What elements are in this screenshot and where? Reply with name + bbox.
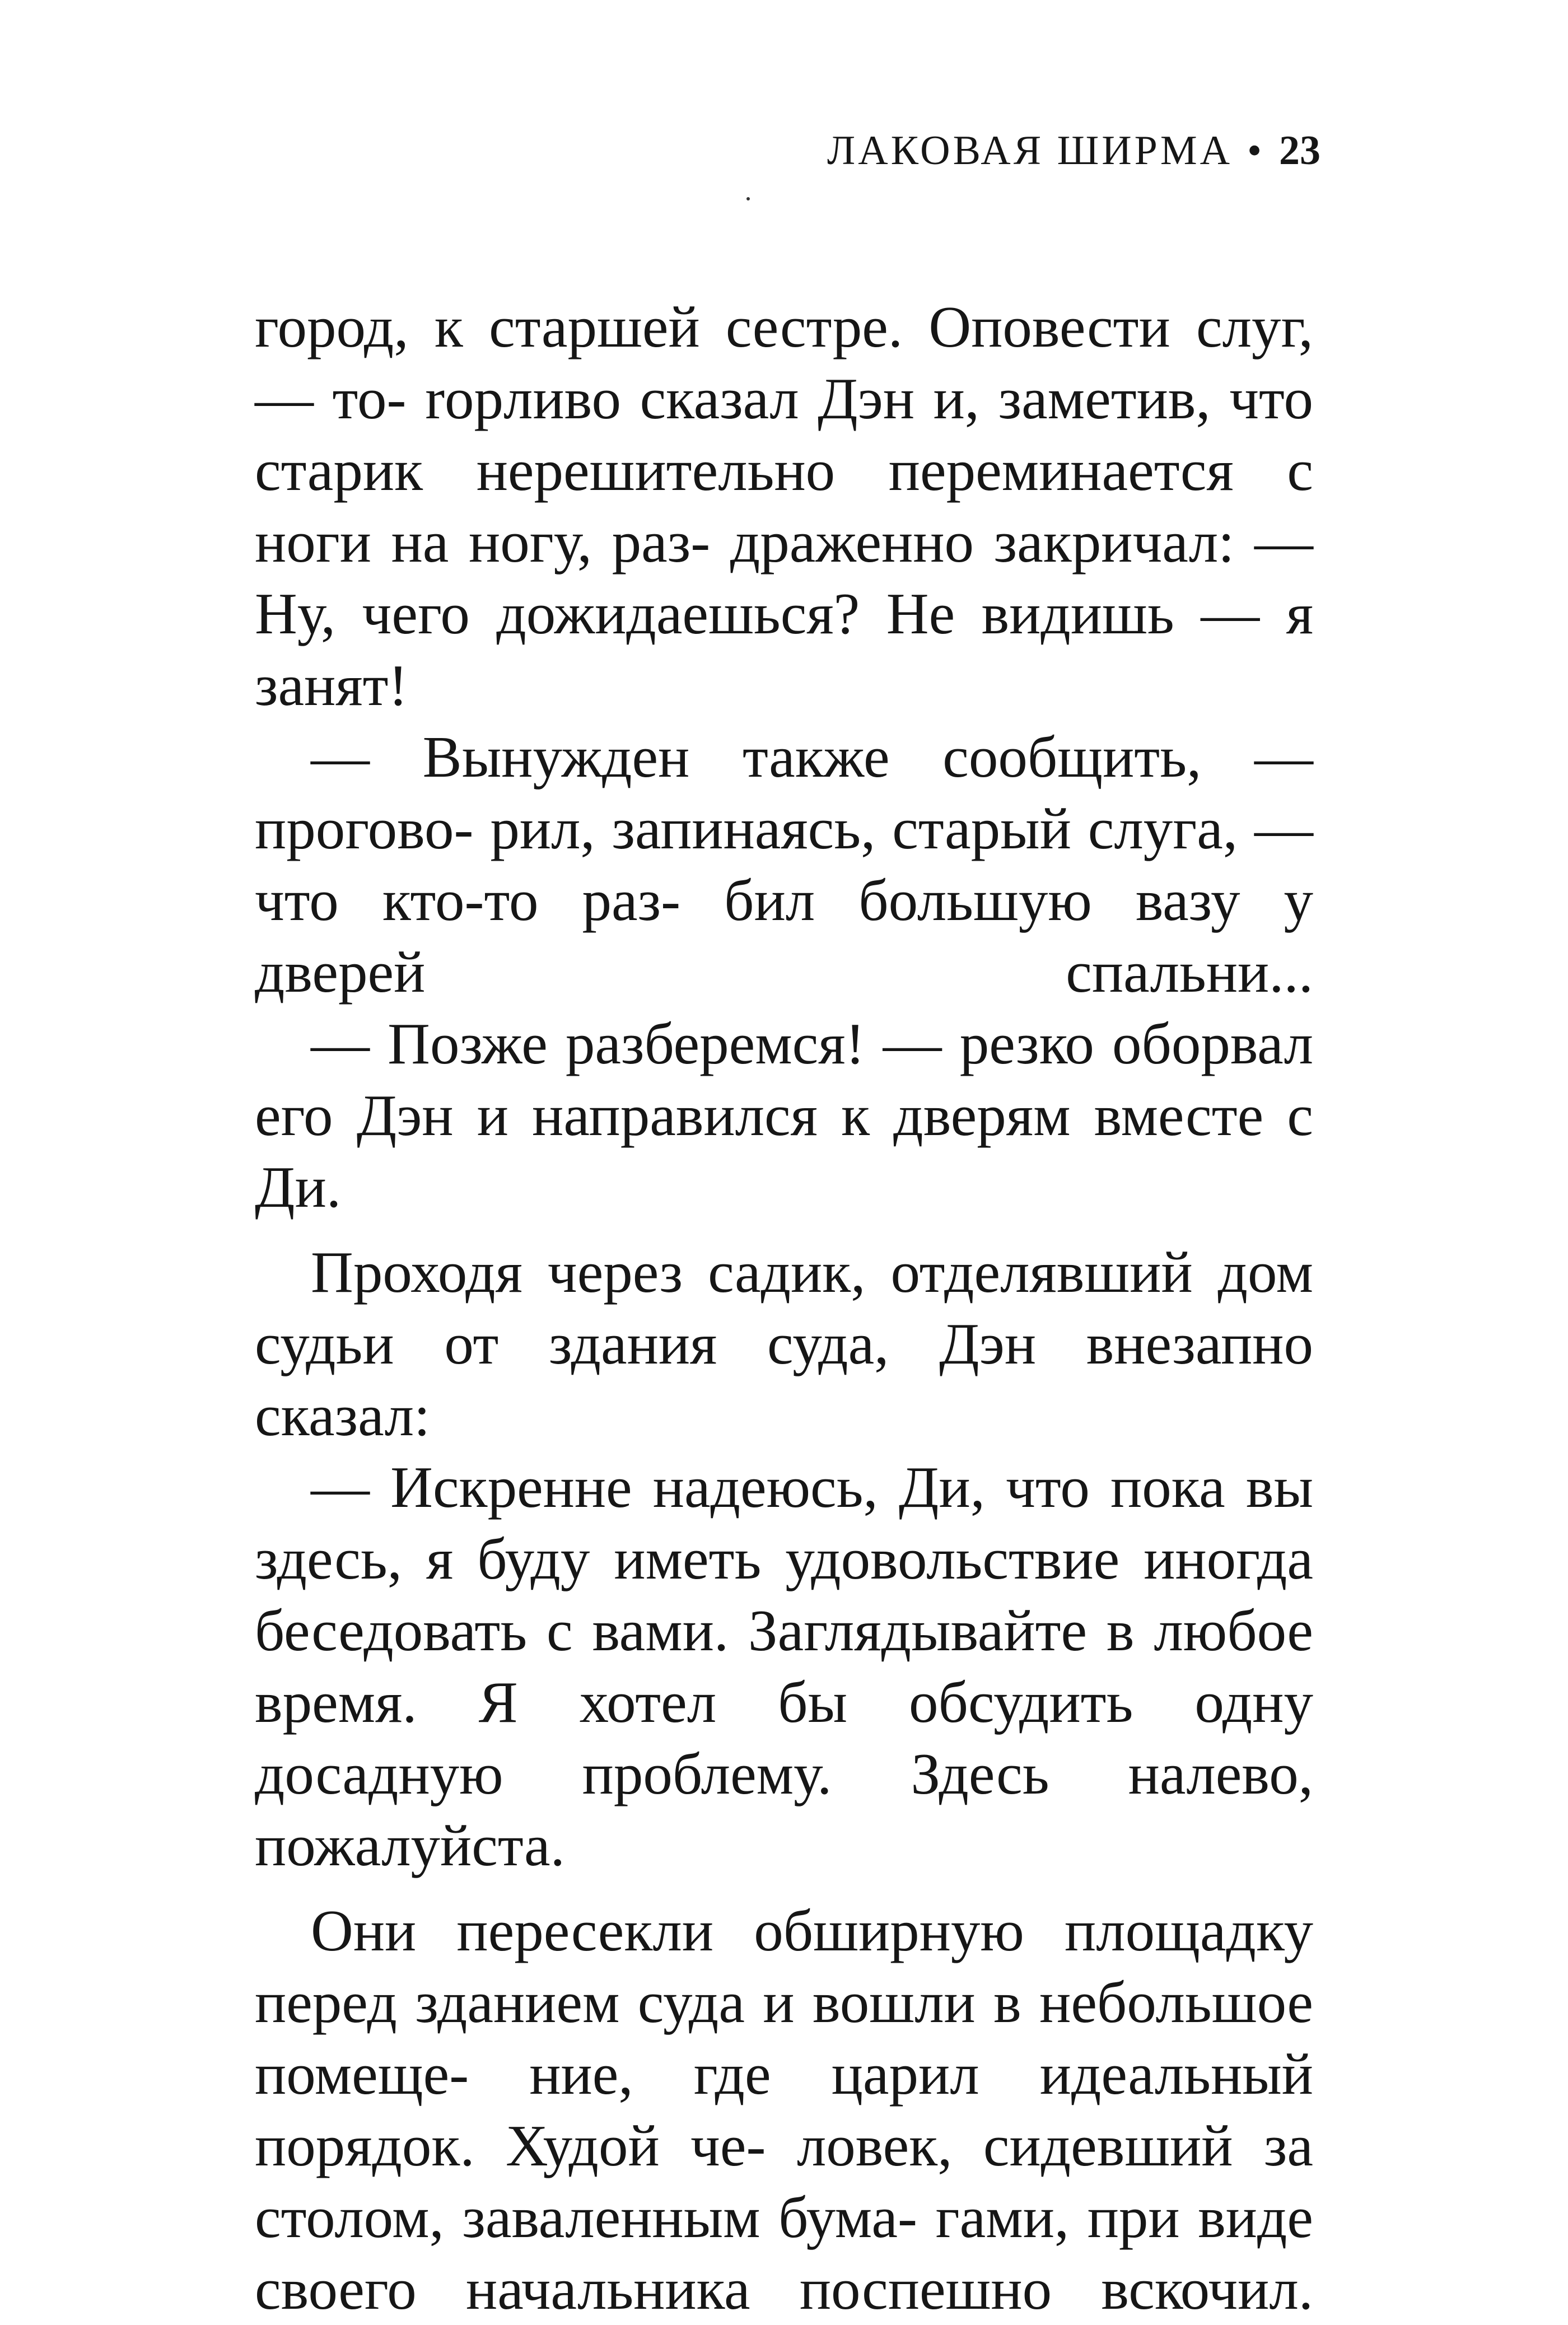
line: от здания суда, Дэн внезапно сказал:	[255, 1311, 1313, 1448]
line: ловек, сидевший за столом, заваленным бума-	[255, 2113, 1314, 2250]
paragraph-6	[255, 1895, 1313, 2325]
header-separator: •	[1247, 128, 1264, 174]
line: Они пересекли обширную площадку перед	[255, 1898, 1313, 2035]
line: Проходя через садик, отделявший дом судьи	[255, 1239, 1313, 1376]
paragraph-1	[255, 291, 1313, 721]
line: Дэн и направился к дверям вместе с Ди.	[255, 1082, 1313, 1220]
body-text	[255, 291, 1313, 2325]
paragraph-4	[255, 1236, 1313, 1451]
line: зданием суда и вошли в небольшое помеще-	[255, 1969, 1313, 2107]
line: — Искренне надеюсь, Ди, что пока вы здесь,	[255, 1454, 1313, 1591]
line: драженно закричал: — Ну, чего дожидаешься?	[255, 509, 1313, 646]
line: рил, запинаясь, старый слуга, — что кто-то раз-	[255, 796, 1314, 933]
print-speck	[746, 197, 750, 200]
book-title: ЛАКОВАЯ ШИРМА	[827, 128, 1233, 174]
line: бил большую вазу у дверей спальни...	[255, 867, 1314, 1005]
paragraph-2	[255, 721, 1313, 1008]
line: — Вынужден также сообщить, — прогово-	[255, 724, 1313, 861]
line: ropливо сказал Дэн и, заметив, что старик	[255, 366, 1313, 503]
running-header	[827, 128, 1320, 174]
line: город, к старшей сестре. Оповести слуг, — то-	[255, 294, 1313, 431]
line: — Позже разберемся! — резко оборвал его	[255, 1011, 1313, 1148]
line: Не видишь — я занят!	[255, 581, 1313, 718]
line: нерешительно переминается с ноги на ногу, раз-	[255, 437, 1314, 575]
paragraph-3	[255, 1008, 1313, 1223]
page-number: 23	[1279, 128, 1320, 174]
line: я буду иметь удовольствие иногда беседовать	[255, 1526, 1313, 1663]
line: ние, где царил идеальный порядок. Худой че-	[255, 2041, 1313, 2178]
line: вскочил.	[1101, 2256, 1314, 2322]
paragraph-5	[255, 1451, 1313, 1882]
line: пожалуйста.	[255, 1813, 565, 1878]
line: с вами. Заглядывайте в любое время. Я хотел бы	[255, 1598, 1313, 1735]
line: гами, при виде своего начальника поспешно	[255, 2184, 1313, 2322]
line: обсудить одну досадную проблему. Здесь налево,	[255, 1669, 1313, 1806]
